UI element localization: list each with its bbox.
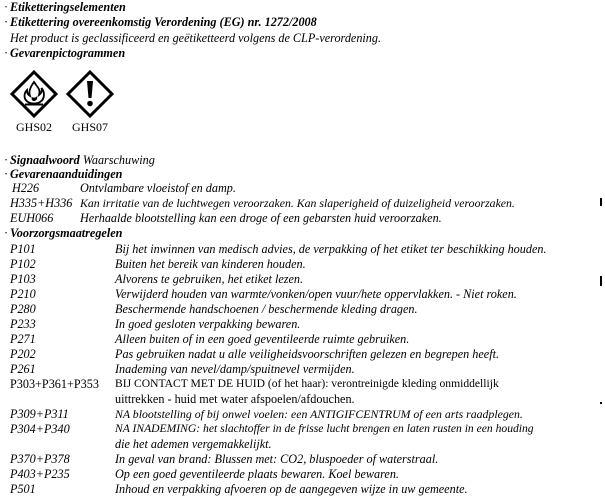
precaution-text: In geval van brand: Blussen met: CO2, bluspoeder of waterstraal. <box>115 452 439 466</box>
margin-mark <box>600 276 602 286</box>
signal-word-label: Signaalwoord <box>10 153 80 167</box>
hazard-code: H335+H336 <box>10 196 73 210</box>
precaution-code: P210 <box>10 287 36 301</box>
hazard-statements-heading: Gevarenaanduidingen <box>10 167 123 181</box>
precaution-code: P103 <box>10 272 36 286</box>
precaution-text: Alleen buiten of in een goed geventileerde ruimte gebruiken. <box>115 332 410 346</box>
precaution-text-continued: uittrekken - huid met water afspoelen/afdouchen. <box>115 392 355 406</box>
precaution-text-continued: die het ademen vergemakkelijkt. <box>115 437 272 451</box>
precaution-text: Beschermende handschoenen / beschermende kleding dragen. <box>115 302 418 316</box>
classified-note: Het product is geclassificeerd en geëtiketteerd volgens de CLP-verordening. <box>10 31 382 45</box>
pictogram-ghs07 <box>60 70 120 134</box>
precaution-code: P309+P311 <box>10 407 69 421</box>
hazard-text: Kan irritatie van de luchtwegen veroorzaken. Kan slaperigheid of duizeligheid veroorzaken. <box>80 196 515 210</box>
hazard-text: Herhaalde blootstelling kan een droge of een gebarsten huid veroorzaken. <box>80 211 442 225</box>
precaution-text: Alvorens te gebruiken, het etiket lezen. <box>115 272 304 286</box>
margin-mark <box>600 198 602 206</box>
precaution-text: BIJ CONTACT MET DE HUID (of het haar): verontreinigde kleding onmiddellijk <box>115 377 499 390</box>
precaution-text: Inademing van nevel/damp/spuitnevel vermijden. <box>115 362 355 376</box>
precaution-code: P271 <box>10 332 36 346</box>
hazard-code: H226 <box>12 181 40 195</box>
margin-mark <box>600 402 602 404</box>
precaution-text: In goed gesloten verpakking bewaren. <box>115 317 301 331</box>
labelling-heading: Etiketteringselementen <box>10 0 126 14</box>
precaution-code: P280 <box>10 302 36 316</box>
precaution-code: P102 <box>10 257 36 271</box>
precaution-text: Verwijderd houden van warmte/vonken/open vuur/hete oppervlakken. - Niet roken. <box>115 287 517 301</box>
precaution-text: NA INADEMING: het slachtoffer in de frisse lucht brengen en laten rusten in een houding <box>115 422 534 435</box>
precaution-code: P202 <box>10 347 36 361</box>
precaution-text: Inhoud en verpakking afvoeren op de aangegeven wijze in uw gemeente. <box>115 482 468 496</box>
hazard-code: EUH066 <box>10 211 54 225</box>
exclamation-mark-icon <box>66 70 114 118</box>
precautionary-heading-row: · Voorzorgsmaatregelen <box>4 226 123 240</box>
precautionary-heading: Voorzorgsmaatregelen <box>10 226 123 240</box>
labelling-regulation-row: · Etikettering overeenkomstig Verordening (EG) nr. 1272/2008 <box>4 15 317 29</box>
pictogram-code: GHS02 <box>15 120 52 134</box>
hazard-statements-heading-row: · Gevarenaanduidingen <box>4 167 123 181</box>
precaution-code: P370+P378 <box>10 452 70 466</box>
precaution-text: Pas gebruiken nadat u alle veiligheidsvoorschriften gelezen en begrepen heeft. <box>115 347 500 361</box>
precaution-text: Bij het inwinnen van medisch advies, de verpakking of het etiket ter beschikking houden. <box>115 242 547 256</box>
precaution-code: P403+P235 <box>10 467 70 481</box>
pictogram-ghs02 <box>4 70 64 134</box>
labelling-heading-row: · Etiketteringselementen <box>4 0 126 14</box>
precaution-code: P101 <box>10 242 36 256</box>
labelling-regulation-heading: Etikettering overeenkomstig Verordening (EG) nr. 1272/2008 <box>10 15 317 29</box>
precaution-code: P303+P361+P353 <box>10 377 99 391</box>
precaution-code: P233 <box>10 317 36 331</box>
pictograms-heading-row: · Gevarenpictogrammen <box>4 46 126 60</box>
precaution-text: Op een goed geventileerde plaats bewaren. Koel bewaren. <box>115 467 399 481</box>
signal-word-value: Waarschuwing <box>82 153 155 167</box>
pictogram-code: GHS07 <box>71 120 108 134</box>
precaution-text: Buiten het bereik van kinderen houden. <box>115 257 306 271</box>
precaution-code: P261 <box>10 362 36 376</box>
precaution-code: P304+P340 <box>10 422 70 436</box>
signal-word-row: · Signaalwoord Waarschuwing <box>4 153 155 167</box>
precaution-text: NA blootstelling of bij onwel voelen: een ANTIGIFCENTRUM of een arts raadplegen. <box>115 407 523 421</box>
pictograms-heading: Gevarenpictogrammen <box>10 46 126 60</box>
flame-icon <box>10 70 58 118</box>
precaution-code: P501 <box>10 482 36 496</box>
hazard-text: Ontvlambare vloeistof en damp. <box>80 181 236 195</box>
